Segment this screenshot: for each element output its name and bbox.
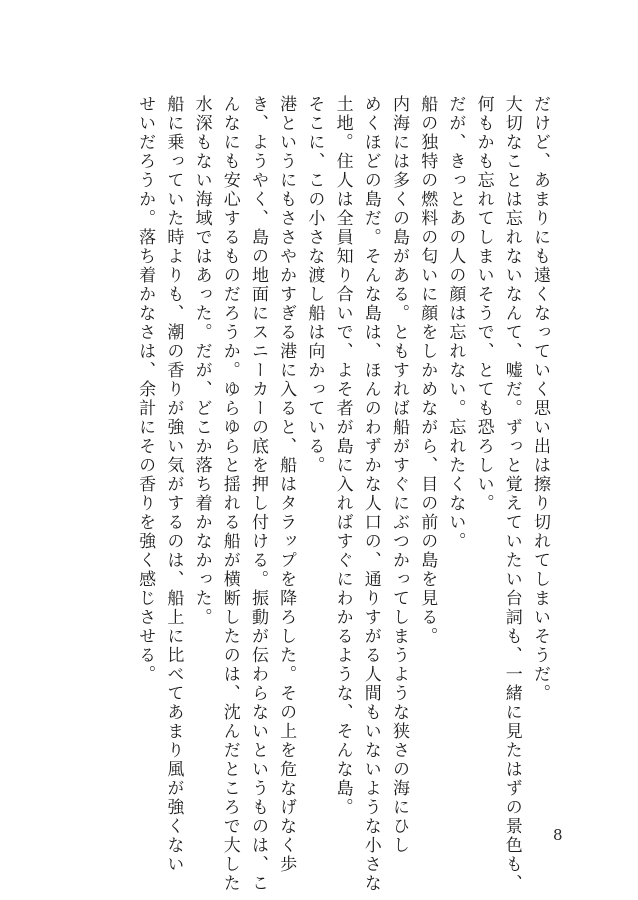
text-line: 内海には多くの島がある。ともすれば船がすぐにぶつかってしまうような狭さの海にひし <box>388 95 409 855</box>
body-text <box>131 95 554 893</box>
text-line: んなにも安心するものだろうか。ゆらゆらと揺れる船が横断したのは、沈んだところで大した <box>219 95 240 893</box>
text-line: 何もかも忘れてしまいそうで、とても恐ろしい。 <box>473 95 494 513</box>
text-line: 土地。住人は全員知り合いで、よそ者が島に入ればすぐにわかるような、そんな島。 <box>332 95 353 817</box>
text-line: 水深もない海域ではあった。だが、どこか落ち着かなかった。 <box>191 95 212 627</box>
text-line: だけど、あまりにも遠くなっていく思い出は擦り切れてしまいそうだ。 <box>530 95 550 703</box>
text-line: き、ようやく、島の地面にスニーカーの底を押し付ける。振動が伝わらないというものは、こ <box>247 95 268 893</box>
text-line: せいだろうか。落ち着かなさは、余計にその香りを強く感じさせる。 <box>135 95 156 684</box>
text-line: そこに、この小さな渡し船は向かっている。 <box>304 95 325 475</box>
page-number: 8 <box>553 826 563 844</box>
text-line: めくほどの島だ。そんな島は、ほんのわずかな人口の、通りすがる人間もいないような小さな <box>360 95 381 893</box>
text-line: 港というにもささやかすぎる港に入ると、船はタラップを降ろした。その上を危なげなく歩 <box>276 95 297 874</box>
text-line: 船に乗っていた時よりも、潮の香りが強い気がするのは、船上に比べてあまり風が強くない <box>163 95 184 874</box>
text-line: だが、きっとあの人の顔は忘れない。忘れたくない。 <box>445 95 466 551</box>
text-line: 船の独特の燃料の匂いに顔をしかめながら、目の前の島を見る。 <box>417 95 438 646</box>
text-line: 大切なことは忘れないなんて、嘘だ。ずっと覚えていたい台詞も、一緒に見たはずの景色も、 <box>501 95 522 893</box>
